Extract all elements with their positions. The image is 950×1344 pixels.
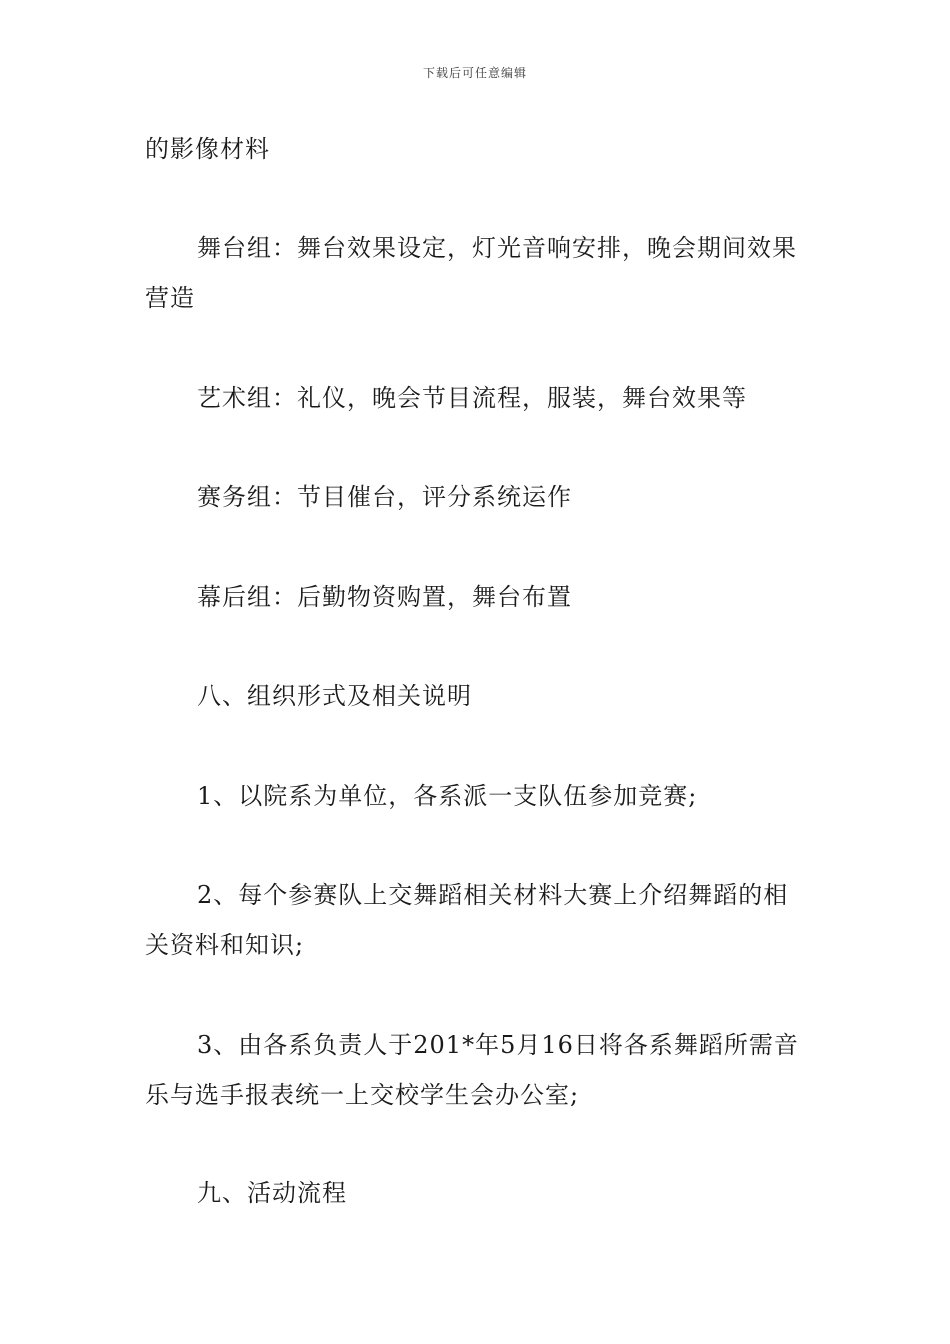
paragraph-competition-group: 赛务组：节目催台，评分系统运作 [197,483,572,511]
list-item-1: 1、以院系为单位，各系派一支队伍参加竞赛; [197,782,698,810]
paragraph-continuation: 的影像材料 [145,135,270,163]
list-item-2: 2、每个参赛队上交舞蹈相关材料大赛上介绍舞蹈的相关资料和知识; [145,881,789,959]
paragraph-art-group: 艺术组：礼仪，晚会节目流程，服装，舞台效果等 [197,384,747,412]
paragraph-stage-group: 舞台组：舞台效果设定，灯光音响安排，晚会期间效果营造 [145,234,797,312]
section-heading-activity-flow: 九、活动流程 [197,1179,347,1207]
list-item-3: 3、由各系负责人于201*年5月16日将各系舞蹈所需音乐与选手报表统一上交校学生会办公室; [145,1031,799,1109]
page-header: 下载后可任意编辑 [422,66,527,80]
section-heading-organization: 八、组织形式及相关说明 [197,682,472,710]
paragraph-backstage-group: 幕后组：后勤物资购置，舞台布置 [197,583,572,611]
